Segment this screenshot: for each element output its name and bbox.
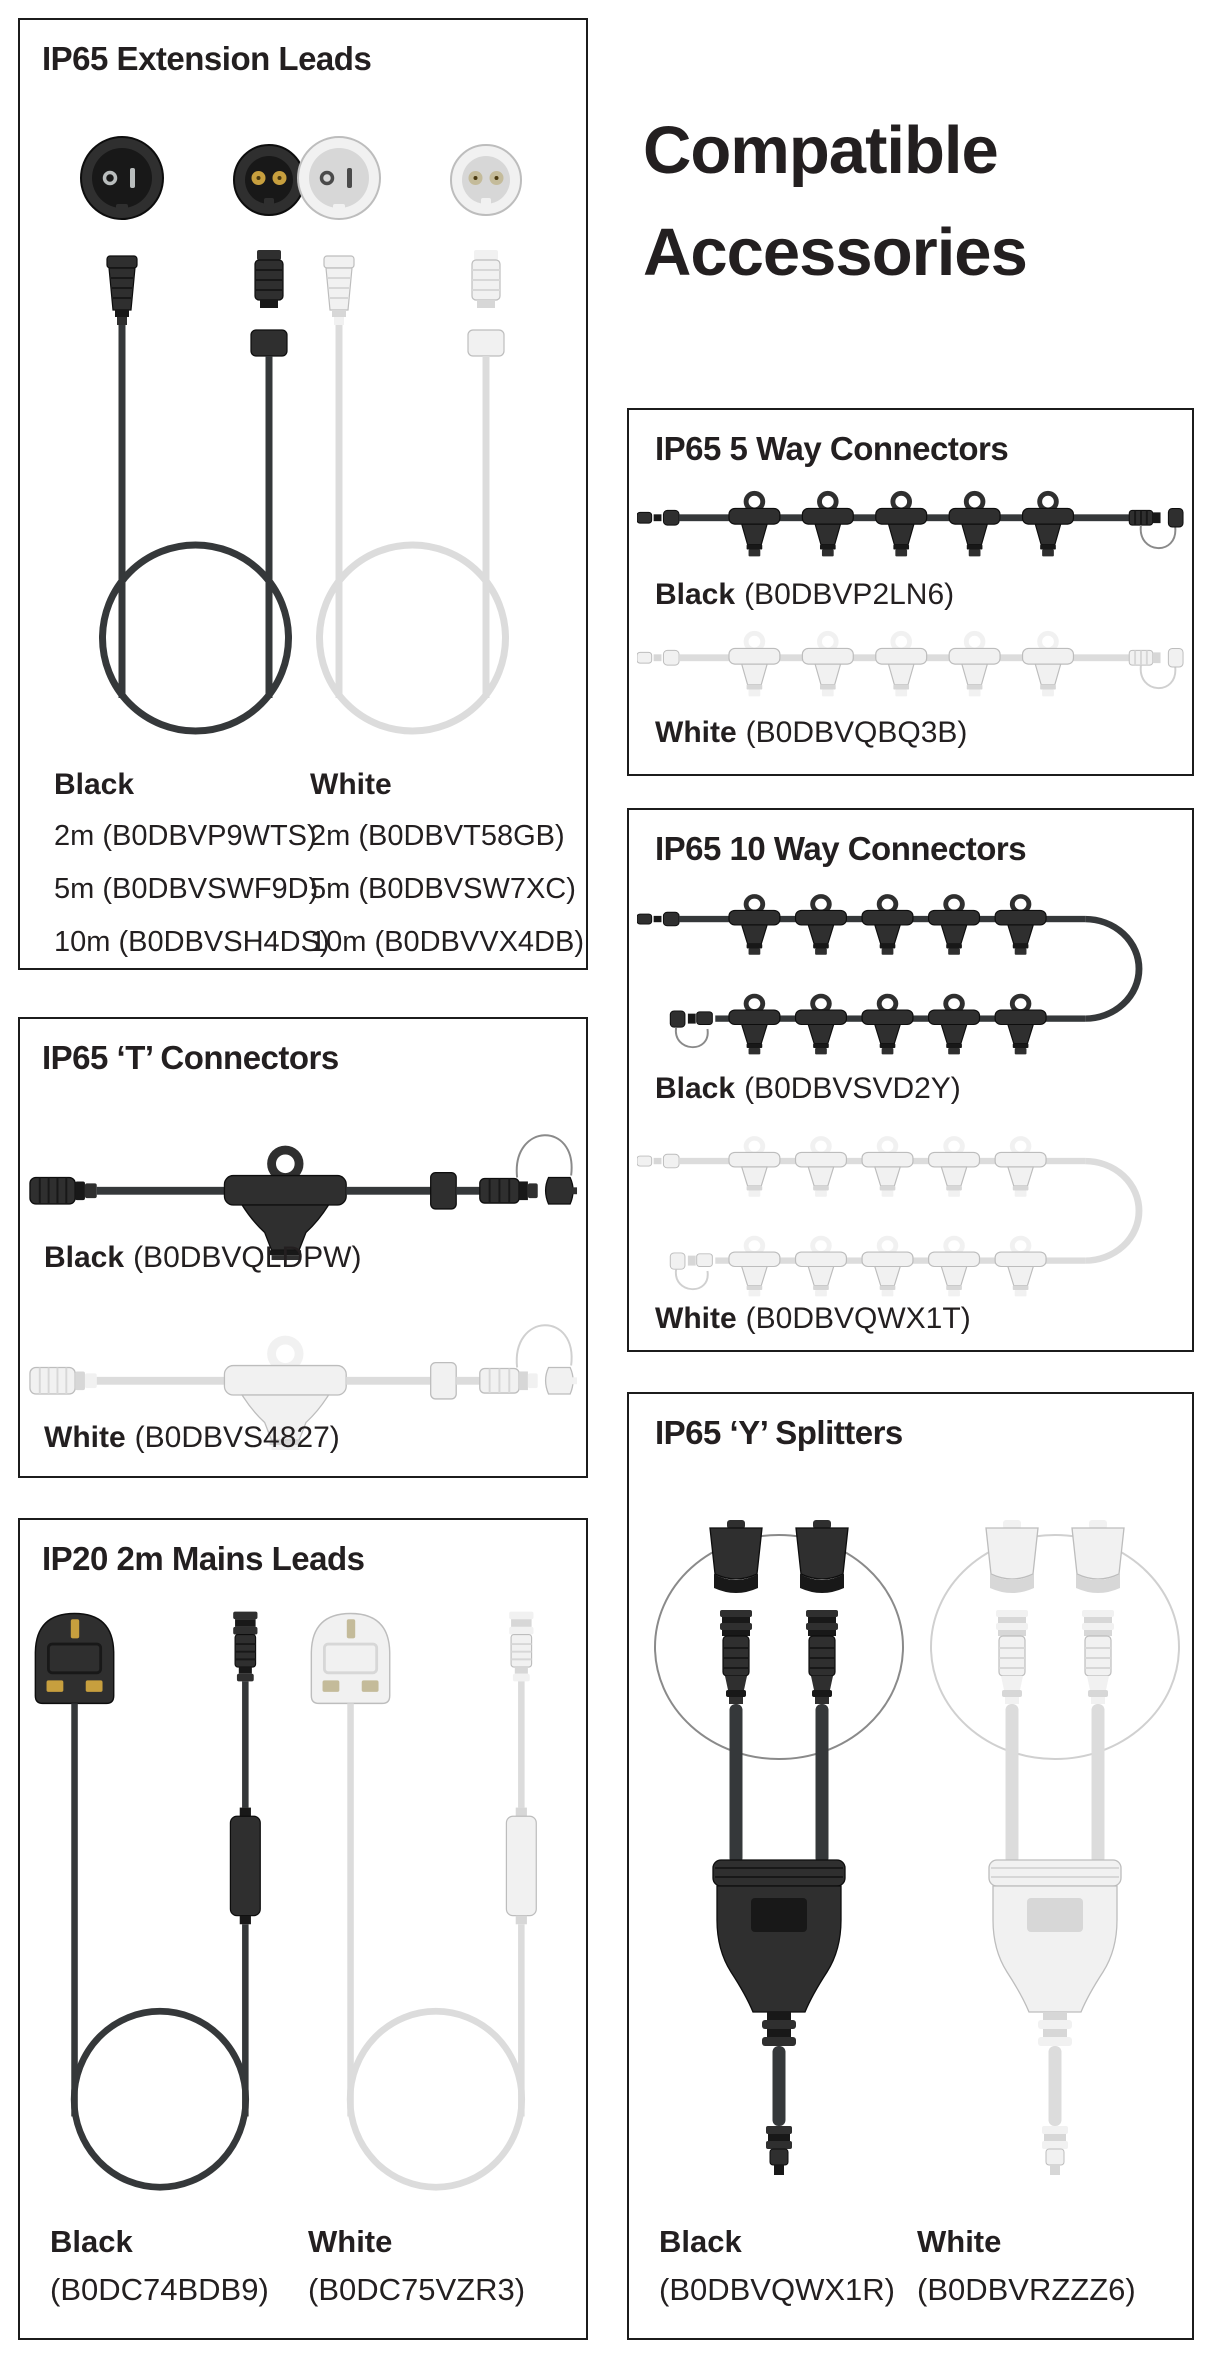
- mains-lead-black-illustration: [26, 1602, 306, 2214]
- extension-black-heading: Black: [54, 768, 135, 801]
- list-item: 2m (B0DBVP9WTS): [54, 820, 317, 852]
- section-title-t-connectors: IP65 ‘T’ Connectors: [42, 1039, 339, 1076]
- section-title-extension-leads: IP65 Extension Leads: [42, 40, 372, 77]
- variant-label-black: Black (B0DBVQWX1R): [659, 2224, 895, 2307]
- variant-label-white: White (B0DBVQWX1T): [655, 1302, 971, 1335]
- y-splitter-black-illustration: [649, 1482, 909, 2182]
- page-title-line1: Compatible: [643, 113, 998, 188]
- t-connector-black-illustration: [28, 1095, 578, 1262]
- extension-leads-illustration: [34, 78, 574, 758]
- section-title-5-way: IP65 5 Way Connectors: [655, 430, 1009, 467]
- page-title: [643, 100, 1027, 304]
- section-title-y-splitters: IP65 ‘Y’ Splitters: [655, 1414, 903, 1451]
- section-title-mains-leads: IP20 2m Mains Leads: [42, 1540, 365, 1577]
- variant-label-black: Black (B0DBVQLDPW): [44, 1241, 362, 1274]
- ten-way-black-illustration: [637, 886, 1185, 1058]
- extension-white-heading: White: [310, 768, 392, 801]
- list-item: 10m (B0DBVSH4DS): [54, 926, 330, 958]
- variant-label-white: White (B0DBVS4827): [44, 1421, 340, 1454]
- y-splitter-white-illustration: [925, 1482, 1185, 2182]
- extension-lead-white-illustration: [298, 137, 521, 731]
- list-item: 5m (B0DBVSW7XC): [310, 873, 576, 905]
- variant-label-black: Black (B0DC74BDB9): [50, 2224, 269, 2307]
- section-title-10-way: IP65 10 Way Connectors: [655, 830, 1027, 867]
- section-5-way-connectors: [627, 408, 1194, 776]
- list-item: 2m (B0DBVT58GB): [310, 820, 565, 852]
- section-mains-leads: [18, 1518, 588, 2340]
- section-10-way-connectors: [627, 808, 1194, 1352]
- ten-way-white-illustration: [637, 1128, 1185, 1300]
- list-item: 10m (B0DBVVX4DB): [310, 926, 584, 958]
- variant-label-white: White (B0DC75VZR3): [308, 2224, 526, 2307]
- variant-label-white: White (B0DBVQBQ3B): [655, 716, 968, 749]
- section-extension-leads: [18, 18, 588, 970]
- section-t-connectors: [18, 1017, 588, 1478]
- five-way-black-illustration: [637, 482, 1185, 576]
- list-item: 5m (B0DBVSWF9D): [54, 873, 319, 905]
- five-way-white-illustration: [637, 622, 1185, 716]
- variant-label-black: Black (B0DBVP2LN6): [655, 578, 955, 611]
- page-title-line2: Accessories: [643, 215, 1027, 290]
- variant-label-black: Black (B0DBVSVD2Y): [655, 1072, 961, 1105]
- extension-lead-black-illustration: [81, 137, 304, 731]
- section-y-splitters: [627, 1392, 1194, 2340]
- mains-lead-white-illustration: [302, 1602, 582, 2214]
- variant-label-white: White (B0DBVRZZZ6): [917, 2224, 1136, 2307]
